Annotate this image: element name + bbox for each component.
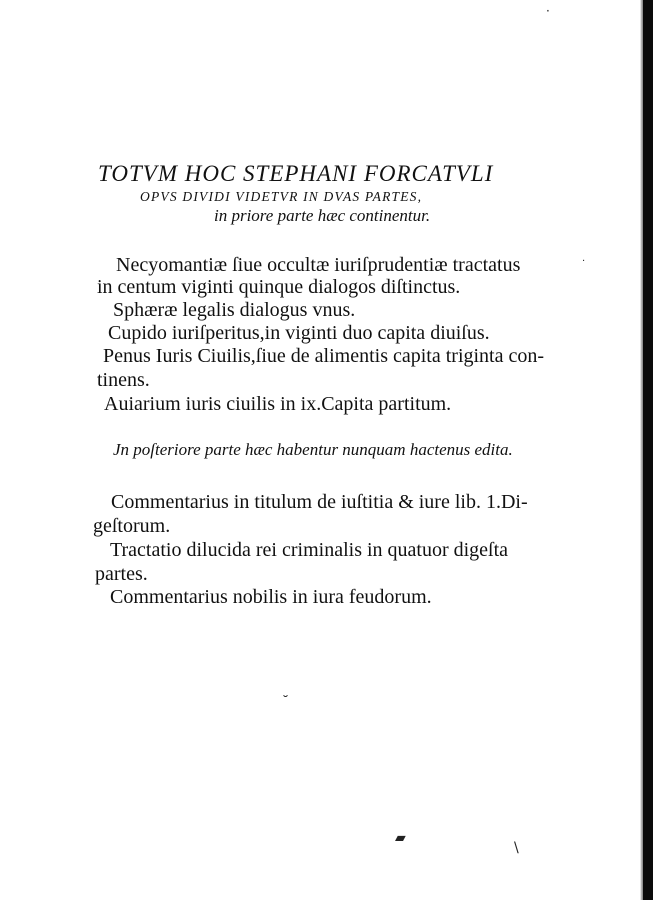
- list-item: Tractatio dilucida rei criminalis in quatuor digeſta: [110, 539, 509, 561]
- list-item: Necyomantiæ ſiue occultæ iuriſprudentiæ tractatus: [116, 254, 521, 276]
- list-item: partes.: [95, 563, 148, 585]
- book-spine-edge: [643, 0, 653, 900]
- title-line-1: TOTVM HOC STEPHANI FORCATVLI: [98, 161, 494, 186]
- ink-speck: ·: [582, 256, 586, 267]
- list-item: Sphæræ legalis dialogus vnus.: [113, 299, 356, 321]
- list-item: Commentarius nobilis in iura feudorum.: [110, 586, 432, 608]
- ink-mark: ▰: [395, 830, 406, 846]
- ink-mark: ˘: [282, 694, 289, 710]
- ink-mark: \: [514, 840, 519, 856]
- list-item: geſtorum.: [93, 515, 171, 537]
- list-item: Commentarius in titulum de iuſtitia & iure lib. 1.Di-: [111, 491, 528, 513]
- list-item: Auiarium iuris ciuilis in ix.Capita partitum.: [104, 393, 452, 415]
- list-item: Penus Iuris Ciuilis,ſiue de alimentis capita triginta con-: [103, 345, 545, 367]
- list-item: tinens.: [97, 369, 150, 391]
- list-item: Cupido iuriſperitus,in viginti duo capita diuiſus.: [108, 322, 490, 344]
- ink-speck: ·: [546, 4, 550, 18]
- second-part-heading: Jn poſteriore parte hæc habentur nunquam hactenus edita.: [113, 440, 513, 459]
- title-line-2: OPVS DIVIDI VIDETVR IN DVAS PARTES,: [140, 189, 423, 204]
- list-item: in centum viginti quinque dialogos diſtinctus.: [97, 276, 461, 298]
- title-line-3: in priore parte hæc continentur.: [214, 206, 431, 225]
